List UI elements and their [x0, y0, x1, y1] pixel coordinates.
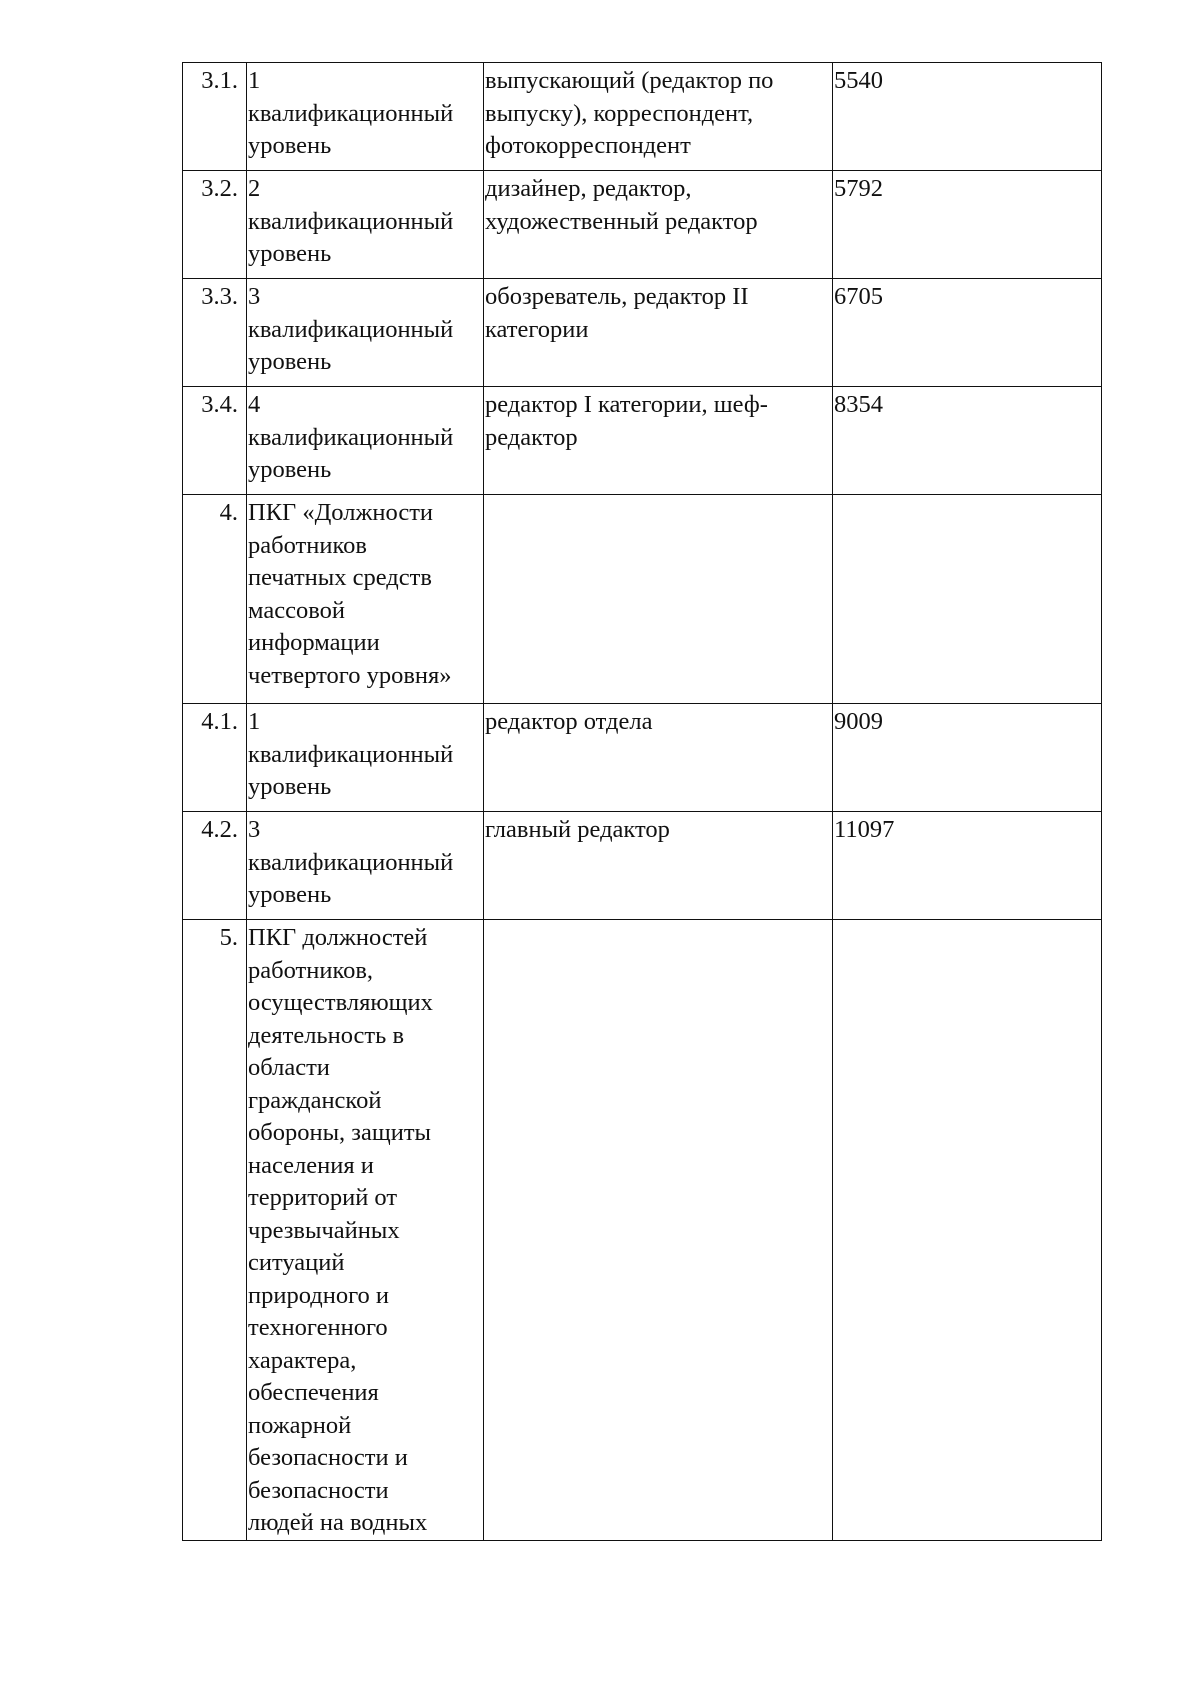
positions-list: редактор I категории, шеф- редактор	[484, 387, 833, 495]
row-number: 5.	[183, 920, 247, 1541]
salary-value: 8354	[833, 387, 1102, 495]
qualification-level: 2 квалификационный уровень	[247, 171, 484, 279]
qualification-level: 3 квалификационный уровень	[247, 812, 484, 920]
salary-table	[182, 62, 1102, 1541]
table-row	[183, 812, 1102, 920]
salary-value	[833, 495, 1102, 704]
qualification-level: 3 квалификационный уровень	[247, 279, 484, 387]
salary-value	[833, 920, 1102, 1541]
positions-list: выпускающий (редактор по выпуску), корреспондент, фотокорреспондент	[484, 63, 833, 171]
positions-list: редактор отдела	[484, 704, 833, 812]
salary-value: 5540	[833, 63, 1102, 171]
row-number: 4.1.	[183, 704, 247, 812]
table-row	[183, 63, 1102, 171]
table-row	[183, 171, 1102, 279]
group-title: ПКГ «Должности работников печатных средств массовой информации четвертого уровня»	[247, 495, 484, 704]
salary-value: 9009	[833, 704, 1102, 812]
row-number: 3.2.	[183, 171, 247, 279]
group-title: ПКГ должностей работников, осуществляющих деятельность в области гражданской обороны, защиты населения и территорий от чрезвычайных ситуаций природного и техногенного характера, обеспечения пожарной безопасности и безопасности людей на водных	[247, 920, 484, 1541]
table-row	[183, 387, 1102, 495]
table-row-group-header	[183, 495, 1102, 704]
row-number: 4.	[183, 495, 247, 704]
salary-value: 5792	[833, 171, 1102, 279]
positions-list: дизайнер, редактор, художественный редактор	[484, 171, 833, 279]
table-row	[183, 704, 1102, 812]
row-number: 3.4.	[183, 387, 247, 495]
row-number: 3.1.	[183, 63, 247, 171]
table-row	[183, 279, 1102, 387]
salary-value: 6705	[833, 279, 1102, 387]
row-number: 3.3.	[183, 279, 247, 387]
row-number: 4.2.	[183, 812, 247, 920]
qualification-level: 1 квалификационный уровень	[247, 704, 484, 812]
positions-list	[484, 495, 833, 704]
salary-value: 11097	[833, 812, 1102, 920]
positions-list: обозреватель, редактор II категории	[484, 279, 833, 387]
qualification-level: 1 квалификационный уровень	[247, 63, 484, 171]
positions-list	[484, 920, 833, 1541]
table-row-group-header	[183, 920, 1102, 1541]
qualification-level: 4 квалификационный уровень	[247, 387, 484, 495]
positions-list: главный редактор	[484, 812, 833, 920]
